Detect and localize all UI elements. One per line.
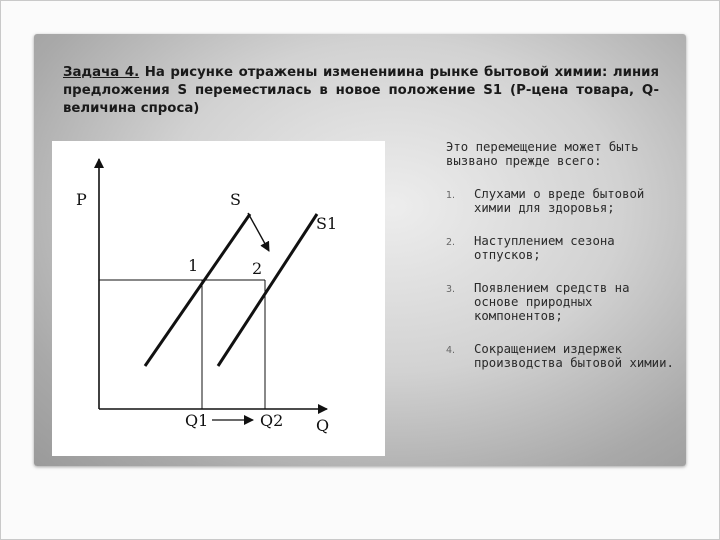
answer-column <box>446 140 676 389</box>
option-text: Слухами о вреде бытовой химии для здоровья; <box>474 187 645 215</box>
answer-option-4 <box>446 342 676 370</box>
option-text: Наступлением сезона отпусков; <box>474 234 615 262</box>
label-point-2: 2 <box>252 259 263 278</box>
shift-arrow <box>248 213 269 251</box>
answer-option-1 <box>446 187 676 215</box>
answer-option-3 <box>446 281 676 323</box>
answer-option-2 <box>446 234 676 262</box>
label-s1: S1 <box>316 214 338 233</box>
supply-graph-svg <box>52 141 385 456</box>
option-number: 2. <box>446 237 456 248</box>
label-q: Q <box>316 416 330 435</box>
option-number: 3. <box>446 284 456 295</box>
task-title <box>63 64 659 118</box>
option-number: 4. <box>446 345 456 356</box>
label-q2: Q2 <box>260 411 284 430</box>
label-p: P <box>76 190 87 209</box>
label-point-1: 1 <box>188 256 199 275</box>
option-number: 1. <box>446 190 456 201</box>
option-text: Сокращением издержек производства бытовой химии. <box>474 342 674 370</box>
answer-intro: Это перемещение может быть вызвано прежде всего: <box>446 140 639 168</box>
label-s: S <box>230 190 241 209</box>
task-text: На рисунке отражены изменениина рынке бытовой химии: линия предложения S переместилась в новое положение S1 (Р-цена товара, Q- величина спроса) <box>63 65 659 116</box>
supply-graph <box>52 141 385 456</box>
option-text: Появлением средств на основе природных компонентов; <box>474 281 630 323</box>
task-number: Задача 4. <box>63 65 140 80</box>
label-q1: Q1 <box>185 411 209 430</box>
